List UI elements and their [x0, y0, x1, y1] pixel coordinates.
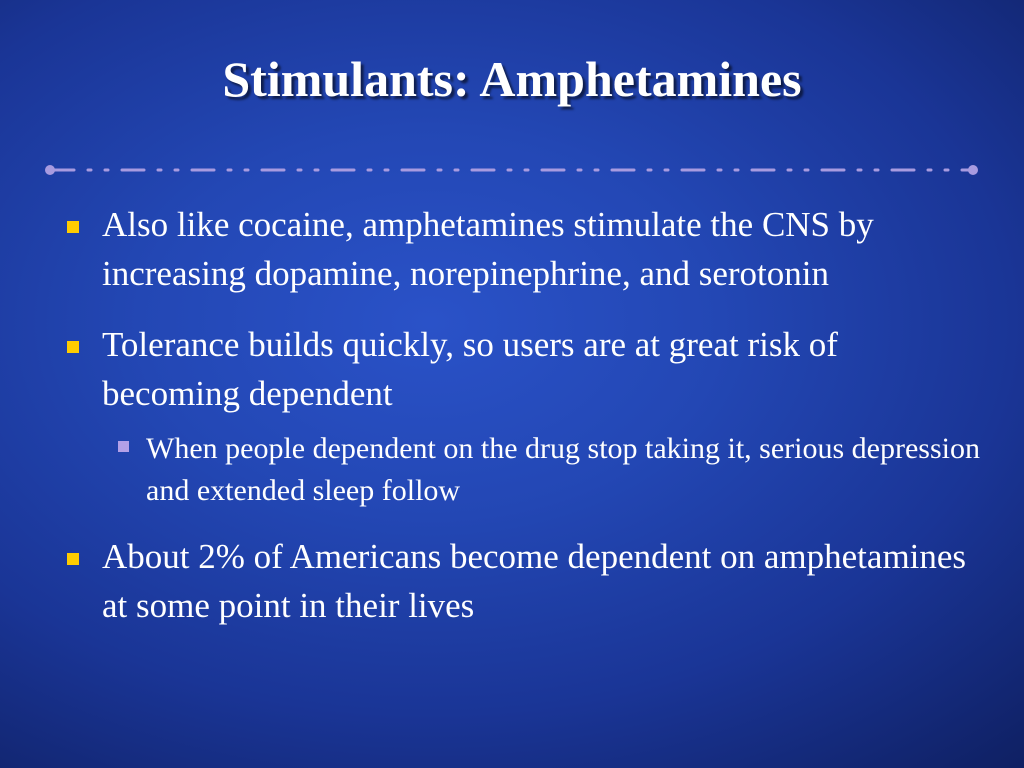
square-sub-bullet-icon — [118, 441, 129, 452]
bullet-item — [64, 200, 984, 298]
sub-bullet-item — [64, 428, 984, 512]
bullet-list — [64, 200, 984, 652]
square-bullet-icon — [67, 553, 79, 565]
square-bullet-icon — [67, 221, 79, 233]
title-divider — [44, 162, 980, 178]
bullet-text: Also like cocaine, amphetamines stimulate the CNS by increasing dopamine, norepinephrine, and serotonin — [102, 205, 874, 293]
bullet-text: Tolerance builds quickly, so users are at great risk of becoming dependent — [102, 325, 838, 413]
square-bullet-icon — [67, 341, 79, 353]
bullet-item — [64, 532, 984, 630]
slide-title: Stimulants: Amphetamines — [222, 51, 802, 107]
bullet-text: About 2% of Americans become dependent on amphetamines at some point in their lives — [102, 537, 967, 625]
bullet-item — [64, 320, 984, 418]
sub-bullet-text: When people dependent on the drug stop taking it, serious depression and extended sleep follow — [146, 432, 980, 507]
